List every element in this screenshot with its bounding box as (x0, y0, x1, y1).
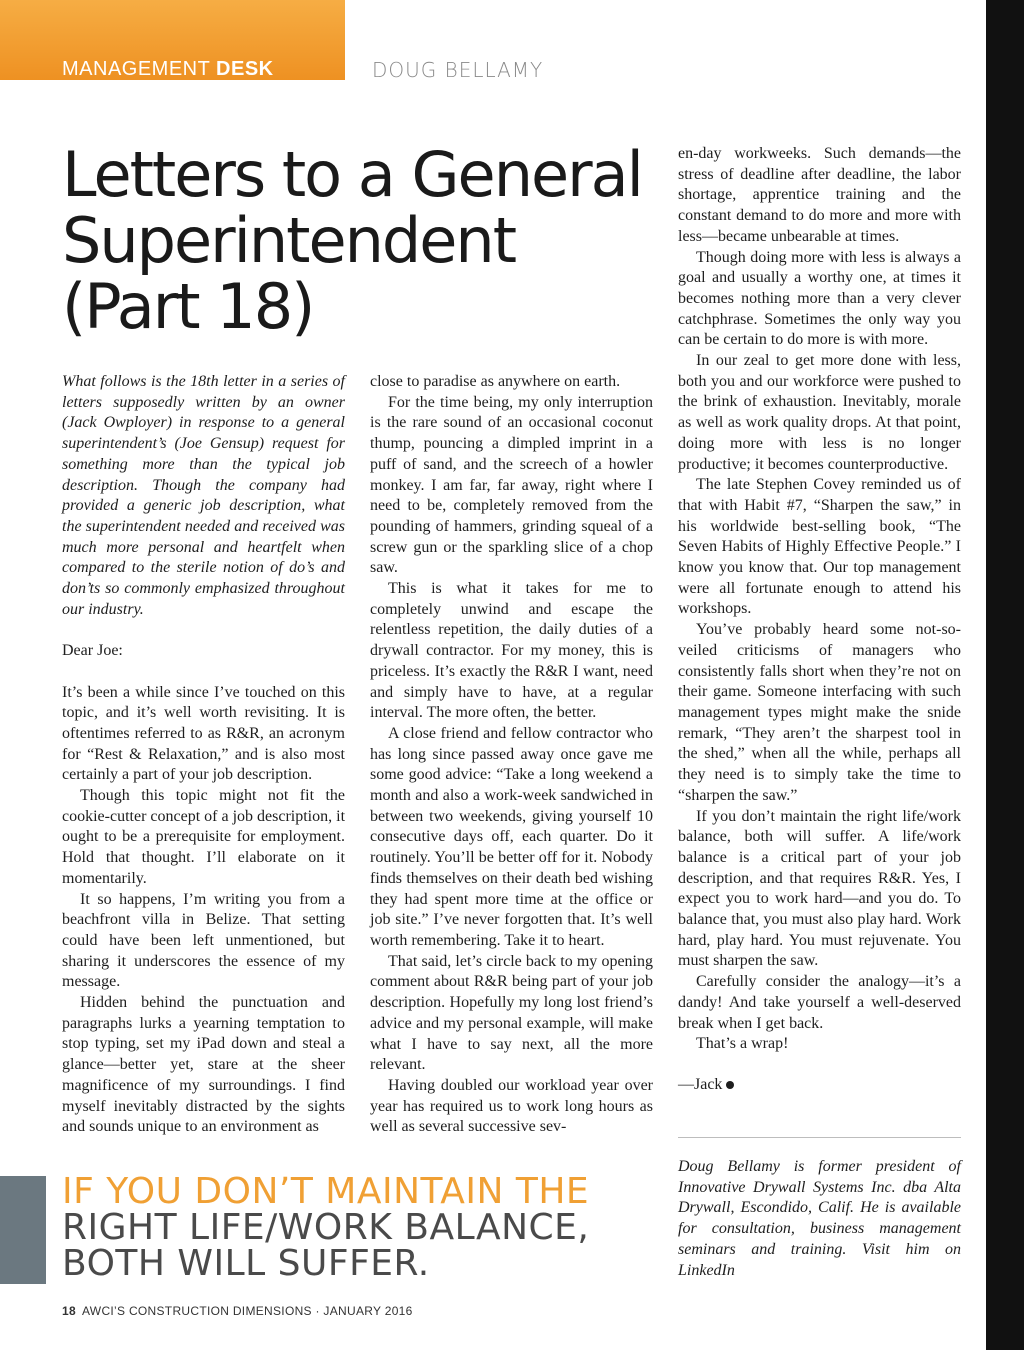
author-bio: Doug Bellamy is former president of Innovative Drywall Systems Inc. dba Alta Drywall, Escondido, Calif. He is available for consultation, business management seminars and training. Visit him on LinkedIn (678, 1158, 961, 1279)
end-mark-icon (726, 1081, 734, 1089)
section-label-bold: DESK (216, 58, 274, 80)
article-column-3 (678, 144, 961, 1096)
pullquote-accent-bar (0, 1176, 46, 1284)
pullquote (62, 1171, 662, 1284)
pullquote-line-3: BOTH WILL SUFFER. (62, 1243, 430, 1284)
body-paragraph: In our zeal to get more done with less, both you and our workforce were pushed to the brink of exhaustion. Inevitably, morale as well as work quality drops. At that point, doing more with less is no longer productive; it becomes counterproductive. (678, 352, 961, 473)
author-name: DOUG BELLAMY (372, 58, 544, 82)
body-paragraph: It so happens, I’m writing you from a beachfront villa in Belize. That setting could have been left unmentioned, but sharing it underscores the essence of my message. (62, 890, 345, 991)
body-paragraph: Carefully consider the analogy—it’s a dandy! And take yourself a well-deserved break when I get back. (678, 973, 961, 1032)
signoff-text: —Jack (678, 1075, 723, 1093)
section-label-light: MANAGEMENT (62, 58, 217, 80)
title-line-2: Superintendent (62, 204, 516, 277)
title-line-3: (Part 18) (62, 270, 314, 343)
body-paragraph: Having doubled our workload year over year has required us to work long hours as well as several successive sev- (370, 1076, 653, 1136)
article-column-2 (370, 372, 653, 1138)
signoff (678, 1075, 961, 1096)
body-paragraph: Hidden behind the punctuation and paragraphs lurks a yearning temptation to stop typing, set my iPad down and steal a glance—better yet, stare at the sheer magnificence of my surroundings. I find myself inevitably distracted by the sights and sounds unique to an environment as (62, 994, 345, 1136)
intro-paragraph: What follows is the 18th letter in a series of letters supposedly written by an owner (Jack Owployer) in response to a general superintendent’s (Joe Gensup) request for something more than the typical job description. Though the company had provided a generic job description, what the superintendent needed and received was much more personal and heartfelt when compared to the sterile notion of do’s and don’ts so commonly emphasized throughout our industry. (62, 373, 345, 618)
body-paragraph: A close friend and fellow contractor who has long since passed away once gave me some good advice: “Take a long weekend a month and also a work-week sandwiched in between two weekends, giving yourself 10 consecutive days off, each quarter. Do it routinely. You’ll be better off for it. Nobody finds themselves on their death bed wishing they had spent more time at the office or job site.” I’ve never forgotten that. It’s well worth remembering. Take it to heart. (370, 724, 653, 949)
body-paragraph: If you don’t maintain the right life/work balance, both will suffer. A life/work balance is a critical part of your job description, and that requires R&R. Yes, I expect you to work hard—and you do. To balance that, you must also play hard. Work hard, play hard. You must rejuvenate. You must sharpen the saw. (678, 807, 961, 970)
article-title (62, 138, 662, 343)
body-paragraph: The late Stephen Covey reminded us of that with Habit #7, “Sharpen the saw,” in his worldwide best-selling book, “The Seven Habits of Highly Effective People.” I know you know that. Our top management were all fortunate enough to attend his workshops. (678, 476, 961, 618)
body-paragraph-continued: en-day workweeks. Such demands—the stress of deadline after deadline, the labor shortage, apprentice training and the constant demand to do more and more with less—became unbearable at times. (678, 145, 961, 245)
page-edge-bar (986, 0, 1024, 1350)
pullquote-line-1: IF YOU DON’T MAINTAIN THE (62, 1171, 590, 1212)
body-paragraph: You’ve probably heard some not-so-veiled criticisms of managers who consistently falls short when they’re not on their game. Someone interfacing with such management types might make the snide remark, “They aren’t the sharpest tool in the shed,” when all the while, perhaps all they need is to simply take the time to “sharpen the saw.” (678, 621, 961, 804)
title-line-1: Letters to a General (62, 138, 642, 211)
salutation: Dear Joe: (62, 642, 123, 660)
body-paragraph: This is what it takes for me to completely unwind and escape the relentless repetition, the daily duties of a drywall contractor. For my money, this is priceless. It’s exactly the R&R I want, need and simply have to have, at a regular interval. The more often, the better. (370, 580, 653, 722)
section-label (62, 58, 274, 81)
body-paragraph: For the time being, my only interruption is the rare sound of an occasional coconut thump, pouncing a dimpled imprint in a puff of sand, and the screech of a howler monkey. I am far, far away, right where I need to be, completely removed from the pounding of hammers, grinding squeal of a screw gun or the sparkling slice of a chop saw. (370, 393, 653, 577)
body-paragraph: That’s a wrap! (696, 1035, 789, 1053)
body-paragraph-continued: close to paradise as anywhere on earth. (370, 373, 621, 390)
body-paragraph: Though this topic might not fit the cookie-cutter concept of a job description, it ought to be a prerequisite for employment. Hold that thought. I’ll elaborate on it momentarily. (62, 787, 346, 887)
body-paragraph: Though doing more with less is always a goal and usually a worthy one, at times it becomes nothing more than a very clever catchphrase. Sometimes the only way you can be certain to do more is with more. (678, 248, 961, 349)
publication-info: AWCI’S CONSTRUCTION DIMENSIONS · JANUARY 2016 (81, 1304, 413, 1318)
page-number: 18 (62, 1304, 76, 1318)
page-footer (62, 1304, 413, 1318)
bio-divider (678, 1137, 961, 1138)
article-column-1 (62, 372, 345, 1138)
body-paragraph: That said, let’s circle back to my opening comment about R&R being part of your job description. Hopefully my long lost friend’s advice and my personal example, will make what I have to say next, all the more relevant. (370, 952, 653, 1074)
body-paragraph: It’s been a while since I’ve touched on this topic, and it’s well worth revisiting. It is oftentimes referred to as R&R, an acronym for “Rest & Relaxation,” and is also most certainly a part of your job description. (62, 683, 345, 784)
pullquote-line-2: RIGHT LIFE/WORK BALANCE, (62, 1207, 590, 1248)
